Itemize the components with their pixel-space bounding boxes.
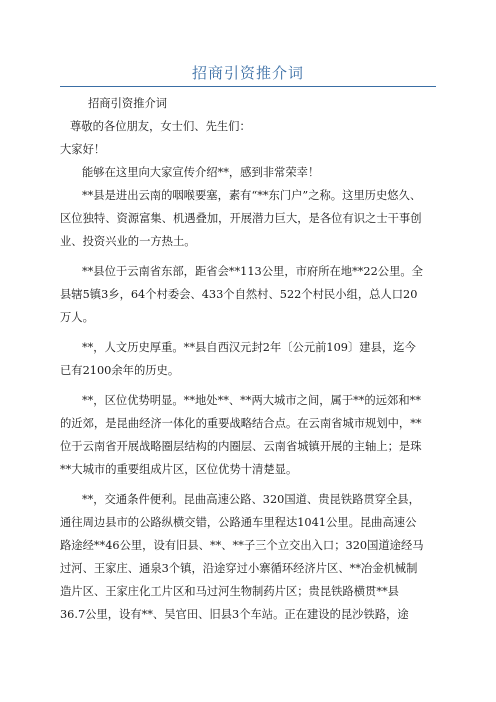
text-line: 通往周边县市的公路纵横交错，公路通车里程达1041公里。昆曲高速公 [60,516,417,529]
text-line: 位于云南省开展战略圈层结构的内圈层、云南省城镇开展的主轴上；是珠 [60,440,422,453]
text-line: 造片区、王家庄化工片区和马过河生物制药片区；贵昆铁路横贯**县 [60,585,399,598]
text-line: 36.7公里，设有**、吴官田、旧县3个车站。正在建设的昆沙铁路，途 [60,608,409,621]
text-line: 尊敬的各位朋友，女士们、先生们： [70,120,251,133]
text-line: **，人文历史厚重。**县自西汉元封2年〔公元前109〕建县，迄今 [82,341,416,354]
text-line: **县位于云南省东部，距省会**113公里，市府所在地**22公里。全 [82,265,423,278]
text-line: 万人。 [60,311,94,324]
text-line: **县是进出云南的咽喉要塞，素有“**东门户”之称。这里历史悠久、 [82,189,422,202]
text-line: 县辖5镇3乡，64个村委会、433个自然村、522个村民小组，总人口20 [60,288,418,301]
text-line: 招商引资推介词 [88,97,168,110]
text-line: **大城市的重要组成片区，区位优势十清楚显。 [60,463,298,476]
text-line: 已有2100余年的历史。 [60,364,180,377]
text-line: 能够在这里向大家宣传介绍**，感到非常荣幸！ [82,166,320,179]
text-line: 的近郊，是昆曲经济一体化的重要战略结合点。在云南省城市规划中，** [60,417,422,430]
text-line: 大家好！ [60,143,106,156]
text-line: 路途经**46公里，设有旧县、**、**子三个立交出入口；320国道途经马 [60,539,424,552]
text-line: 过河、王家庄、通泉3个镇，沿途穿过小寨循环经济片区、**冶金机械制 [60,562,418,575]
text-line: **，区位优势明显。**地处**、**两大城市之间，属于**的远郊和** [82,394,421,407]
text-line: 业、投资兴业的一方热土。 [60,235,196,248]
text-line: 区位独特、资源富集、机遇叠加，开展潜力巨大，是各位有识之士干事创 [60,212,422,225]
title-underline [60,86,436,87]
text-line: **，交通条件便利。昆曲高速公路、320国道、贵昆铁路贯穿全县， [82,493,420,506]
document-title: 招商引资推介词 [191,64,304,82]
